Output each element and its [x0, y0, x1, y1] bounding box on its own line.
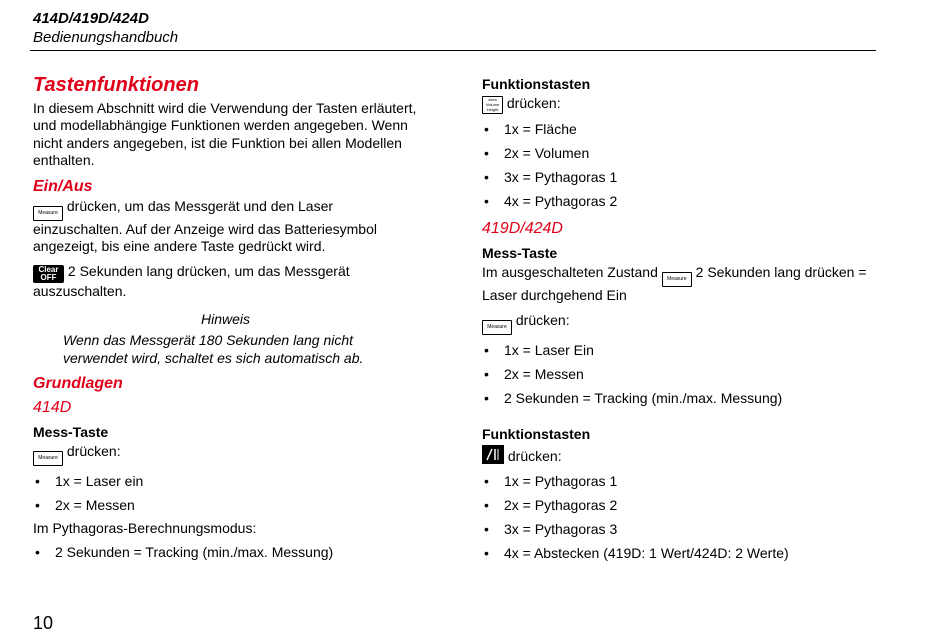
measure-key-icon: Measure [662, 272, 692, 287]
measure-key-icon: Measure [33, 206, 63, 221]
list-item: • 3x = Pythagoras 3 [484, 520, 618, 537]
press-line [482, 445, 892, 465]
list-item: • 2x = Messen [484, 366, 584, 383]
list-item: • 1x = Pythagoras 1 [484, 472, 618, 489]
list-item: • 4x = Pythagoras 2 [484, 193, 618, 209]
mess-key-heading: Mess-Taste [482, 245, 558, 261]
off-state-paragraph: Im ausgeschalteten Zustand Measure 2 Sekunden lang drücken = Laser durchgehend Ein [482, 264, 867, 303]
list-item: • 2x = Volumen [484, 145, 590, 161]
measure-key-icon: Measure [482, 320, 512, 335]
onoff-text: drücken, um das Messgerät und den Laser einzuschalten. Auf der Anzeige wird das Batteriesymbol angezeigt, bis eine andere Taste gedrückt wird. [33, 197, 377, 255]
function-keys-heading: Funktionstasten [482, 76, 591, 92]
note-text: Wenn das Messgerät 180 Sekunden lang nicht verwendet wird, schaltet es sich automatisch ab. [63, 332, 364, 366]
header-manual: Bedienungshandbuch [33, 29, 179, 46]
note-heading: Hinweis [200, 310, 250, 327]
clear-paragraph [33, 263, 418, 300]
list-item: • 1x = Laser ein [35, 473, 144, 490]
list-item: • 1x = Laser Ein [484, 342, 594, 359]
right-column [482, 76, 892, 562]
basics-heading: Grundlagen [33, 375, 123, 393]
list-item: • 2x = Messen [35, 497, 135, 514]
press-text: drücken: [66, 443, 121, 460]
list-item: • 1x = Fläche [484, 121, 577, 137]
model-414-heading: 414D [33, 399, 72, 417]
press-line [482, 312, 892, 335]
press-text: drücken: [515, 312, 570, 329]
press-text: drücken: [506, 95, 561, 111]
onoff-paragraph [33, 198, 418, 256]
onoff-heading: Ein/Aus [33, 177, 93, 195]
function-keys-heading-2: Funktionstasten [482, 426, 591, 443]
press-line [482, 95, 892, 114]
clear-text: 2 Sekunden lang drücken, um das Messgerät auszuschalten. [33, 263, 350, 300]
header-model: 414D/419D/424D [33, 10, 149, 27]
pythagoras-mode-text: Im Pythagoras-Berechnungsmodus: [33, 520, 257, 537]
area-volume-key-icon: Area Volume Height [482, 96, 503, 114]
press-line [33, 443, 418, 466]
left-column [33, 74, 418, 561]
list-item: • 2 Sekunden = Tracking (min./max. Messung) [35, 544, 334, 561]
model-419-424-heading: 419D/424D [482, 220, 563, 237]
list-item: • 4x = Abstecken (419D: 1 Wert/424D: 2 Werte) [484, 544, 789, 561]
measure-key-icon: Measure [33, 451, 63, 466]
mess-key-heading: Mess-Taste [33, 424, 109, 441]
list-item: • 3x = Pythagoras 1 [484, 169, 618, 185]
clear-off-key-icon: Clear OFF [33, 265, 64, 283]
list-item: • 2x = Pythagoras 2 [484, 496, 618, 513]
header-rule [30, 50, 876, 51]
list-item: • 2 Sekunden = Tracking (min./max. Messung) [484, 390, 783, 407]
pythagoras-key-icon [482, 445, 504, 464]
page-number: 10 [33, 613, 54, 633]
intro-text: In diesem Abschnitt wird die Verwendung der Tasten erläutert, und modellabhängige Funktionen werden angegeben. Wenn nicht anders angegeben, ist die Funktion bei allen Modellen enthalten. [33, 100, 417, 169]
section-title: Tastenfunktionen [33, 74, 199, 96]
press-text: drücken: [507, 448, 562, 465]
